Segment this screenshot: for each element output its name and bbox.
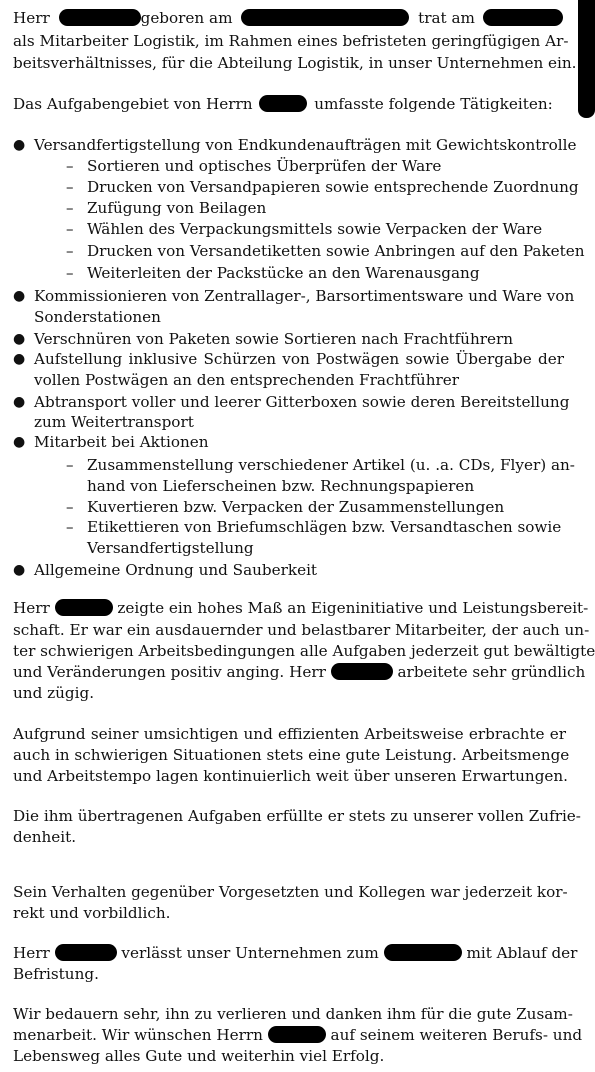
intro-line-3: beitsverhältnisses, für die Abteilung Logistik, in unser Unternehmen ein. [13,54,577,72]
task-4-line-1: Aufstellung inklusive Schürzen von Postwägen sowie Übergabe der [34,350,564,368]
dash-icon: – [66,498,74,516]
task-1-sub: Weiterleiten der Packstücke an den Warenausgang [87,264,480,282]
para3-line-2: denheit. [13,828,77,846]
task-6-sub-1-line-2: hand von Lieferscheinen bzw. Rechnungspapieren [87,477,475,495]
task-1-sub: Drucken von Versandetiketten sowie Anbringen auf den Paketen [87,242,585,260]
redacted-birthdate [241,9,409,26]
dash-icon: – [66,456,74,474]
intro-entered: trat am [418,9,475,27]
para6-text: auf seinem weiteren Berufs- und [330,1026,583,1044]
task-2-line-1: Kommissionieren von Zentrallager-, Barsortimentsware und Ware von [34,287,575,305]
task-6-sub-3-line-1: Etikettieren von Briefumschlägen bzw. Versandtaschen sowie [87,518,562,536]
redacted-start-date [483,9,563,26]
task-6-sub-3-line-2: Versandfertigstellung [87,539,254,557]
intro-line-2: als Mitarbeiter Logistik, im Rahmen eines befristeten geringfügigen Ar- [13,32,569,50]
dash-icon: – [66,264,74,282]
dash-icon: – [66,199,74,217]
para6-line-3: Lebensweg alles Gute und weiterhin viel Erfolg. [13,1047,385,1065]
task-6-sub-1-line-1: Zusammenstellung verschiedener Artikel (u. .a. CDs, Flyer) an- [87,456,575,474]
redacted-name [59,9,141,26]
para1-line-4 [13,662,586,683]
redacted-name [55,944,117,961]
para4-line-2: rekt und vorbildlich. [13,904,171,922]
dash-icon: – [66,518,74,536]
task-4-line-2: vollen Postwägen an den entsprechenden Frachtführer [34,371,459,389]
para1-line-2: schaft. Er war ein ausdauernder und belastbarer Mitarbeiter, der auch un- [13,621,590,639]
task-1-sub: Drucken von Versandpapieren sowie entsprechende Zuordnung [87,178,579,196]
para5-text: mit Ablauf der [466,944,578,962]
para1-line-5: und zügig. [13,684,95,702]
task-2-line-2: Sonderstationen [34,308,161,326]
para5-line-1 [13,943,578,964]
para5-text: verlässt unser Unternehmen zum [121,944,379,962]
intro-herr: Herr [13,9,50,27]
para6-line-2 [13,1025,583,1046]
intro-born: geboren am [140,9,233,27]
para1-text: und Veränderungen positiv anging. Herr [13,663,326,681]
task-6-sub-2: Kuvertieren bzw. Verpacken der Zusammenstellungen [87,498,505,516]
dash-icon: – [66,242,74,260]
redacted-name [331,663,393,680]
task-1-sub: Sortieren und optisches Überprüfen der Ware [87,157,442,175]
dash-icon: – [66,220,74,238]
bullet-icon: ● [13,562,26,578]
para3-line-1: Die ihm übertragenen Aufgaben erfüllte er stets zu unserer vollen Zufrie- [13,807,581,825]
bullet-icon: ● [13,351,26,367]
task-3: Verschnüren von Paketen sowie Sortieren nach Frachtführern [34,330,514,348]
dash-icon: – [66,157,74,175]
para2-line-1: Aufgrund seiner umsichtigen und effizienten Arbeitsweise erbrachte er [13,725,566,743]
bullet-icon: ● [13,288,26,304]
bullet-icon: ● [13,434,26,450]
para4-line-1: Sein Verhalten gegenüber Vorgesetzten und Kollegen war jederzeit kor- [13,883,568,901]
task-1-sub: Wählen des Verpackungsmittels sowie Verpacken der Ware [87,220,543,238]
redacted-name [268,1026,326,1043]
bullet-icon: ● [13,137,26,153]
redacted-end-date [384,944,462,961]
para1-text: zeigte ein hohes Maß an Eigeninitiative und Leistungsbereit- [117,599,589,617]
task-1-sub: Zufügung von Beilagen [87,199,267,217]
bullet-icon: ● [13,394,26,410]
para1-line-1 [13,598,589,619]
para5-herr: Herr [13,944,50,962]
dash-icon: – [66,178,74,196]
para2-line-2: auch in schwierigen Situationen stets eine gute Leistung. Arbeitsmenge [13,746,570,764]
para1-text: arbeitete sehr gründlich [397,663,586,681]
tasks-heading-b: umfasste folgende Tätigkeiten: [314,95,553,113]
para1-herr: Herr [13,599,50,617]
task-1: Versandfertigstellung von Endkundenaufträgen mit Gewichtskontrolle [34,136,577,154]
redacted-name [55,599,113,616]
task-5-line-1: Abtransport voller und leerer Gitterboxen sowie deren Bereitstellung [34,393,570,411]
redacted-name [259,95,307,112]
page-edge-shadow [578,0,595,118]
intro-line-1 [13,8,523,29]
task-7: Allgemeine Ordnung und Sauberkeit [34,561,318,579]
para2-line-3: und Arbeitstempo lagen kontinuierlich weit über unseren Erwartungen. [13,767,569,785]
task-6: Mitarbeit bei Aktionen [34,433,209,451]
tasks-heading-a: Das Aufgabengebiet von Herrn [13,95,253,113]
para5-line-2: Befristung. [13,965,99,983]
para6-line-1: Wir bedauern sehr, ihn zu verlieren und danken ihm für die gute Zusam- [13,1005,573,1023]
task-5-line-2: zum Weitertransport [34,413,194,431]
para1-line-3: ter schwierigen Arbeitsbedingungen alle Aufgaben jederzeit gut bewältigte [13,642,595,660]
bullet-icon: ● [13,331,26,347]
para6-text: menarbeit. Wir wünschen Herrn [13,1026,263,1044]
tasks-heading [13,94,566,115]
